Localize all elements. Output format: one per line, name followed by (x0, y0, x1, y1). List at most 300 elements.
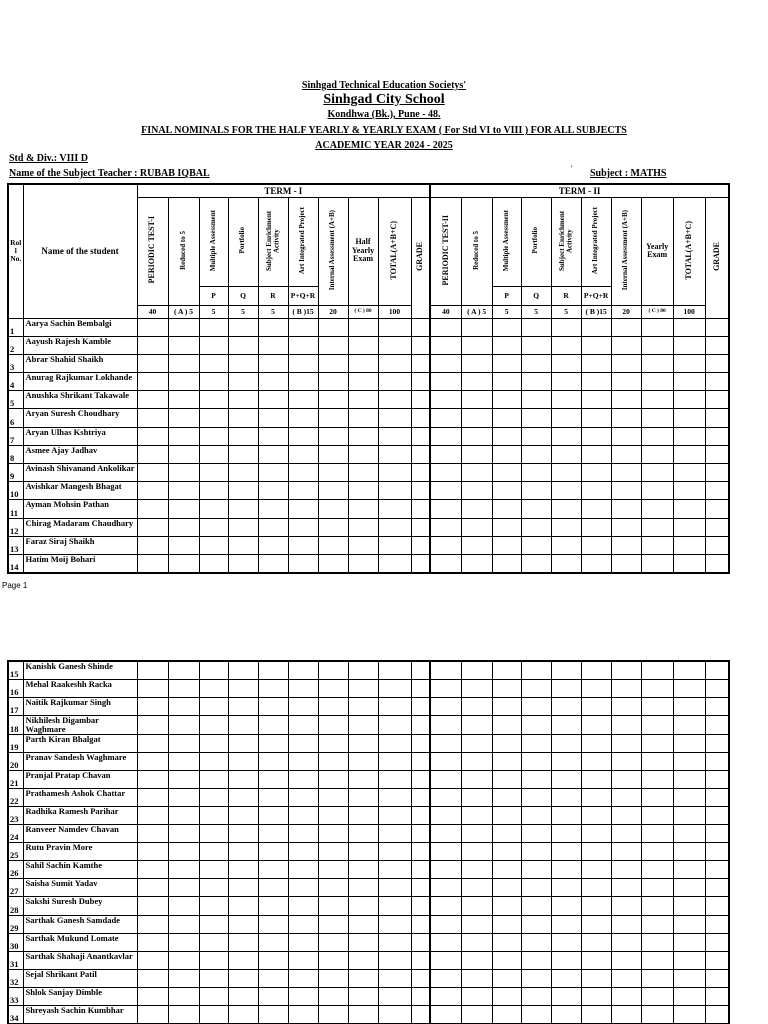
mark-cell[interactable] (288, 951, 318, 969)
mark-cell[interactable] (168, 409, 199, 427)
mark-cell[interactable] (673, 679, 705, 697)
mark-cell[interactable] (199, 554, 228, 572)
mark-cell[interactable] (137, 715, 168, 734)
mark-cell[interactable] (551, 969, 581, 987)
mark-cell[interactable] (318, 969, 348, 987)
mark-cell[interactable] (199, 409, 228, 427)
mark-cell[interactable] (641, 409, 673, 427)
mark-cell[interactable] (228, 464, 258, 482)
mark-cell[interactable] (168, 951, 199, 969)
mark-cell[interactable] (258, 715, 288, 734)
mark-cell[interactable] (551, 518, 581, 536)
mark-cell[interactable] (348, 1006, 378, 1024)
mark-cell[interactable] (288, 752, 318, 770)
mark-cell[interactable] (288, 1006, 318, 1024)
mark-cell[interactable] (705, 843, 729, 861)
mark-cell[interactable] (581, 734, 611, 752)
mark-cell[interactable] (411, 409, 430, 427)
mark-cell[interactable] (492, 518, 521, 536)
mark-cell[interactable] (318, 500, 348, 518)
mark-cell[interactable] (551, 951, 581, 969)
mark-cell[interactable] (551, 318, 581, 336)
mark-cell[interactable] (228, 336, 258, 354)
mark-cell[interactable] (288, 391, 318, 409)
mark-cell[interactable] (258, 464, 288, 482)
mark-cell[interactable] (318, 336, 348, 354)
mark-cell[interactable] (228, 697, 258, 715)
mark-cell[interactable] (551, 861, 581, 879)
mark-cell[interactable] (611, 879, 641, 897)
mark-cell[interactable] (521, 915, 551, 933)
mark-cell[interactable] (258, 915, 288, 933)
mark-cell[interactable] (168, 445, 199, 463)
mark-cell[interactable] (258, 409, 288, 427)
mark-cell[interactable] (411, 951, 430, 969)
mark-cell[interactable] (430, 464, 461, 482)
mark-cell[interactable] (288, 409, 318, 427)
mark-cell[interactable] (521, 734, 551, 752)
mark-cell[interactable] (137, 770, 168, 788)
mark-cell[interactable] (521, 318, 551, 336)
mark-cell[interactable] (581, 318, 611, 336)
mark-cell[interactable] (318, 391, 348, 409)
mark-cell[interactable] (411, 464, 430, 482)
mark-cell[interactable] (318, 679, 348, 697)
mark-cell[interactable] (492, 391, 521, 409)
mark-cell[interactable] (199, 1006, 228, 1024)
mark-cell[interactable] (492, 969, 521, 987)
mark-cell[interactable] (492, 464, 521, 482)
mark-cell[interactable] (348, 318, 378, 336)
mark-cell[interactable] (673, 391, 705, 409)
mark-cell[interactable] (581, 518, 611, 536)
mark-cell[interactable] (641, 500, 673, 518)
mark-cell[interactable] (228, 536, 258, 554)
mark-cell[interactable] (199, 464, 228, 482)
mark-cell[interactable] (461, 770, 492, 788)
mark-cell[interactable] (611, 715, 641, 734)
mark-cell[interactable] (411, 807, 430, 825)
mark-cell[interactable] (611, 409, 641, 427)
mark-cell[interactable] (581, 336, 611, 354)
mark-cell[interactable] (228, 879, 258, 897)
mark-cell[interactable] (199, 679, 228, 697)
mark-cell[interactable] (411, 752, 430, 770)
mark-cell[interactable] (411, 318, 430, 336)
mark-cell[interactable] (348, 861, 378, 879)
mark-cell[interactable] (258, 933, 288, 951)
mark-cell[interactable] (348, 843, 378, 861)
mark-cell[interactable] (521, 661, 551, 679)
mark-cell[interactable] (430, 391, 461, 409)
mark-cell[interactable] (228, 445, 258, 463)
mark-cell[interactable] (492, 482, 521, 500)
mark-cell[interactable] (551, 373, 581, 391)
mark-cell[interactable] (318, 915, 348, 933)
mark-cell[interactable] (318, 536, 348, 554)
mark-cell[interactable] (430, 969, 461, 987)
mark-cell[interactable] (705, 752, 729, 770)
mark-cell[interactable] (228, 788, 258, 806)
mark-cell[interactable] (641, 391, 673, 409)
mark-cell[interactable] (492, 897, 521, 915)
mark-cell[interactable] (348, 500, 378, 518)
mark-cell[interactable] (288, 788, 318, 806)
mark-cell[interactable] (288, 843, 318, 861)
mark-cell[interactable] (705, 661, 729, 679)
mark-cell[interactable] (168, 807, 199, 825)
mark-cell[interactable] (641, 770, 673, 788)
mark-cell[interactable] (258, 987, 288, 1005)
mark-cell[interactable] (228, 933, 258, 951)
mark-cell[interactable] (551, 409, 581, 427)
mark-cell[interactable] (137, 897, 168, 915)
mark-cell[interactable] (288, 445, 318, 463)
mark-cell[interactable] (521, 427, 551, 445)
mark-cell[interactable] (611, 318, 641, 336)
mark-cell[interactable] (673, 987, 705, 1005)
mark-cell[interactable] (348, 969, 378, 987)
mark-cell[interactable] (258, 1006, 288, 1024)
mark-cell[interactable] (411, 987, 430, 1005)
mark-cell[interactable] (168, 354, 199, 372)
mark-cell[interactable] (521, 951, 551, 969)
mark-cell[interactable] (288, 661, 318, 679)
mark-cell[interactable] (611, 734, 641, 752)
mark-cell[interactable] (611, 987, 641, 1005)
mark-cell[interactable] (288, 770, 318, 788)
mark-cell[interactable] (228, 861, 258, 879)
mark-cell[interactable] (551, 500, 581, 518)
mark-cell[interactable] (411, 1006, 430, 1024)
mark-cell[interactable] (705, 500, 729, 518)
mark-cell[interactable] (705, 734, 729, 752)
mark-cell[interactable] (521, 354, 551, 372)
mark-cell[interactable] (673, 752, 705, 770)
mark-cell[interactable] (228, 427, 258, 445)
mark-cell[interactable] (673, 915, 705, 933)
mark-cell[interactable] (581, 391, 611, 409)
mark-cell[interactable] (378, 409, 411, 427)
mark-cell[interactable] (611, 661, 641, 679)
mark-cell[interactable] (641, 915, 673, 933)
mark-cell[interactable] (461, 500, 492, 518)
mark-cell[interactable] (288, 354, 318, 372)
mark-cell[interactable] (521, 482, 551, 500)
mark-cell[interactable] (673, 536, 705, 554)
mark-cell[interactable] (551, 897, 581, 915)
mark-cell[interactable] (430, 354, 461, 372)
mark-cell[interactable] (673, 788, 705, 806)
mark-cell[interactable] (492, 661, 521, 679)
mark-cell[interactable] (611, 1006, 641, 1024)
mark-cell[interactable] (521, 536, 551, 554)
mark-cell[interactable] (492, 987, 521, 1005)
mark-cell[interactable] (199, 933, 228, 951)
mark-cell[interactable] (168, 336, 199, 354)
mark-cell[interactable] (348, 679, 378, 697)
mark-cell[interactable] (411, 427, 430, 445)
mark-cell[interactable] (492, 536, 521, 554)
mark-cell[interactable] (581, 879, 611, 897)
mark-cell[interactable] (137, 1006, 168, 1024)
mark-cell[interactable] (318, 554, 348, 572)
mark-cell[interactable] (673, 879, 705, 897)
mark-cell[interactable] (318, 445, 348, 463)
mark-cell[interactable] (492, 679, 521, 697)
mark-cell[interactable] (411, 500, 430, 518)
mark-cell[interactable] (288, 318, 318, 336)
mark-cell[interactable] (551, 752, 581, 770)
mark-cell[interactable] (411, 554, 430, 572)
mark-cell[interactable] (378, 987, 411, 1005)
mark-cell[interactable] (168, 427, 199, 445)
mark-cell[interactable] (288, 427, 318, 445)
mark-cell[interactable] (199, 391, 228, 409)
mark-cell[interactable] (228, 482, 258, 500)
mark-cell[interactable] (348, 825, 378, 843)
mark-cell[interactable] (137, 879, 168, 897)
mark-cell[interactable] (492, 734, 521, 752)
mark-cell[interactable] (137, 933, 168, 951)
mark-cell[interactable] (378, 518, 411, 536)
mark-cell[interactable] (411, 734, 430, 752)
mark-cell[interactable] (705, 697, 729, 715)
mark-cell[interactable] (348, 715, 378, 734)
mark-cell[interactable] (430, 318, 461, 336)
mark-cell[interactable] (378, 661, 411, 679)
mark-cell[interactable] (611, 752, 641, 770)
mark-cell[interactable] (641, 336, 673, 354)
mark-cell[interactable] (521, 788, 551, 806)
mark-cell[interactable] (378, 373, 411, 391)
mark-cell[interactable] (318, 933, 348, 951)
mark-cell[interactable] (288, 500, 318, 518)
mark-cell[interactable] (551, 987, 581, 1005)
mark-cell[interactable] (492, 770, 521, 788)
mark-cell[interactable] (318, 897, 348, 915)
mark-cell[interactable] (411, 518, 430, 536)
mark-cell[interactable] (168, 788, 199, 806)
mark-cell[interactable] (641, 843, 673, 861)
mark-cell[interactable] (288, 679, 318, 697)
mark-cell[interactable] (705, 482, 729, 500)
mark-cell[interactable] (318, 770, 348, 788)
mark-cell[interactable] (492, 409, 521, 427)
mark-cell[interactable] (611, 464, 641, 482)
mark-cell[interactable] (348, 445, 378, 463)
mark-cell[interactable] (461, 843, 492, 861)
mark-cell[interactable] (551, 336, 581, 354)
mark-cell[interactable] (611, 697, 641, 715)
mark-cell[interactable] (228, 987, 258, 1005)
mark-cell[interactable] (430, 500, 461, 518)
mark-cell[interactable] (581, 445, 611, 463)
mark-cell[interactable] (288, 482, 318, 500)
mark-cell[interactable] (411, 915, 430, 933)
mark-cell[interactable] (258, 518, 288, 536)
mark-cell[interactable] (258, 697, 288, 715)
mark-cell[interactable] (199, 752, 228, 770)
mark-cell[interactable] (430, 752, 461, 770)
mark-cell[interactable] (551, 788, 581, 806)
mark-cell[interactable] (137, 861, 168, 879)
mark-cell[interactable] (378, 336, 411, 354)
mark-cell[interactable] (461, 969, 492, 987)
mark-cell[interactable] (348, 336, 378, 354)
mark-cell[interactable] (288, 897, 318, 915)
mark-cell[interactable] (521, 897, 551, 915)
mark-cell[interactable] (551, 825, 581, 843)
mark-cell[interactable] (673, 861, 705, 879)
mark-cell[interactable] (611, 554, 641, 572)
mark-cell[interactable] (705, 554, 729, 572)
mark-cell[interactable] (318, 518, 348, 536)
mark-cell[interactable] (673, 1006, 705, 1024)
mark-cell[interactable] (611, 897, 641, 915)
mark-cell[interactable] (288, 807, 318, 825)
mark-cell[interactable] (228, 354, 258, 372)
mark-cell[interactable] (411, 897, 430, 915)
mark-cell[interactable] (492, 336, 521, 354)
mark-cell[interactable] (137, 734, 168, 752)
mark-cell[interactable] (461, 391, 492, 409)
mark-cell[interactable] (318, 788, 348, 806)
mark-cell[interactable] (641, 897, 673, 915)
mark-cell[interactable] (378, 1006, 411, 1024)
mark-cell[interactable] (288, 518, 318, 536)
mark-cell[interactable] (641, 734, 673, 752)
mark-cell[interactable] (411, 825, 430, 843)
mark-cell[interactable] (228, 734, 258, 752)
mark-cell[interactable] (228, 500, 258, 518)
mark-cell[interactable] (705, 536, 729, 554)
mark-cell[interactable] (705, 318, 729, 336)
mark-cell[interactable] (673, 843, 705, 861)
mark-cell[interactable] (228, 752, 258, 770)
mark-cell[interactable] (137, 464, 168, 482)
mark-cell[interactable] (137, 391, 168, 409)
mark-cell[interactable] (288, 697, 318, 715)
mark-cell[interactable] (348, 373, 378, 391)
mark-cell[interactable] (581, 770, 611, 788)
mark-cell[interactable] (492, 951, 521, 969)
mark-cell[interactable] (228, 518, 258, 536)
mark-cell[interactable] (411, 933, 430, 951)
mark-cell[interactable] (430, 861, 461, 879)
mark-cell[interactable] (611, 933, 641, 951)
mark-cell[interactable] (318, 734, 348, 752)
mark-cell[interactable] (348, 951, 378, 969)
mark-cell[interactable] (378, 825, 411, 843)
mark-cell[interactable] (551, 354, 581, 372)
mark-cell[interactable] (461, 409, 492, 427)
mark-cell[interactable] (521, 500, 551, 518)
mark-cell[interactable] (611, 679, 641, 697)
mark-cell[interactable] (168, 933, 199, 951)
mark-cell[interactable] (288, 464, 318, 482)
mark-cell[interactable] (228, 969, 258, 987)
mark-cell[interactable] (641, 987, 673, 1005)
mark-cell[interactable] (258, 951, 288, 969)
mark-cell[interactable] (411, 679, 430, 697)
mark-cell[interactable] (430, 679, 461, 697)
mark-cell[interactable] (581, 679, 611, 697)
mark-cell[interactable] (641, 933, 673, 951)
mark-cell[interactable] (611, 807, 641, 825)
mark-cell[interactable] (348, 518, 378, 536)
mark-cell[interactable] (581, 897, 611, 915)
mark-cell[interactable] (705, 770, 729, 788)
mark-cell[interactable] (611, 843, 641, 861)
mark-cell[interactable] (461, 354, 492, 372)
mark-cell[interactable] (551, 697, 581, 715)
mark-cell[interactable] (411, 391, 430, 409)
mark-cell[interactable] (521, 825, 551, 843)
mark-cell[interactable] (461, 987, 492, 1005)
mark-cell[interactable] (492, 915, 521, 933)
mark-cell[interactable] (288, 987, 318, 1005)
mark-cell[interactable] (521, 807, 551, 825)
mark-cell[interactable] (641, 554, 673, 572)
mark-cell[interactable] (673, 518, 705, 536)
mark-cell[interactable] (318, 697, 348, 715)
mark-cell[interactable] (492, 715, 521, 734)
mark-cell[interactable] (258, 391, 288, 409)
mark-cell[interactable] (492, 500, 521, 518)
mark-cell[interactable] (641, 697, 673, 715)
mark-cell[interactable] (411, 697, 430, 715)
mark-cell[interactable] (199, 518, 228, 536)
mark-cell[interactable] (581, 1006, 611, 1024)
mark-cell[interactable] (581, 788, 611, 806)
mark-cell[interactable] (430, 336, 461, 354)
mark-cell[interactable] (137, 915, 168, 933)
mark-cell[interactable] (137, 445, 168, 463)
mark-cell[interactable] (378, 445, 411, 463)
mark-cell[interactable] (168, 464, 199, 482)
mark-cell[interactable] (199, 879, 228, 897)
mark-cell[interactable] (611, 969, 641, 987)
mark-cell[interactable] (551, 427, 581, 445)
mark-cell[interactable] (168, 482, 199, 500)
mark-cell[interactable] (673, 734, 705, 752)
mark-cell[interactable] (641, 715, 673, 734)
mark-cell[interactable] (168, 679, 199, 697)
mark-cell[interactable] (492, 427, 521, 445)
mark-cell[interactable] (705, 518, 729, 536)
mark-cell[interactable] (378, 969, 411, 987)
mark-cell[interactable] (137, 788, 168, 806)
mark-cell[interactable] (348, 464, 378, 482)
mark-cell[interactable] (318, 861, 348, 879)
mark-cell[interactable] (551, 770, 581, 788)
mark-cell[interactable] (673, 951, 705, 969)
mark-cell[interactable] (521, 861, 551, 879)
mark-cell[interactable] (137, 373, 168, 391)
mark-cell[interactable] (581, 661, 611, 679)
mark-cell[interactable] (199, 788, 228, 806)
mark-cell[interactable] (551, 879, 581, 897)
mark-cell[interactable] (168, 969, 199, 987)
mark-cell[interactable] (288, 825, 318, 843)
mark-cell[interactable] (551, 464, 581, 482)
mark-cell[interactable] (461, 679, 492, 697)
mark-cell[interactable] (348, 752, 378, 770)
mark-cell[interactable] (168, 554, 199, 572)
mark-cell[interactable] (430, 373, 461, 391)
mark-cell[interactable] (137, 536, 168, 554)
